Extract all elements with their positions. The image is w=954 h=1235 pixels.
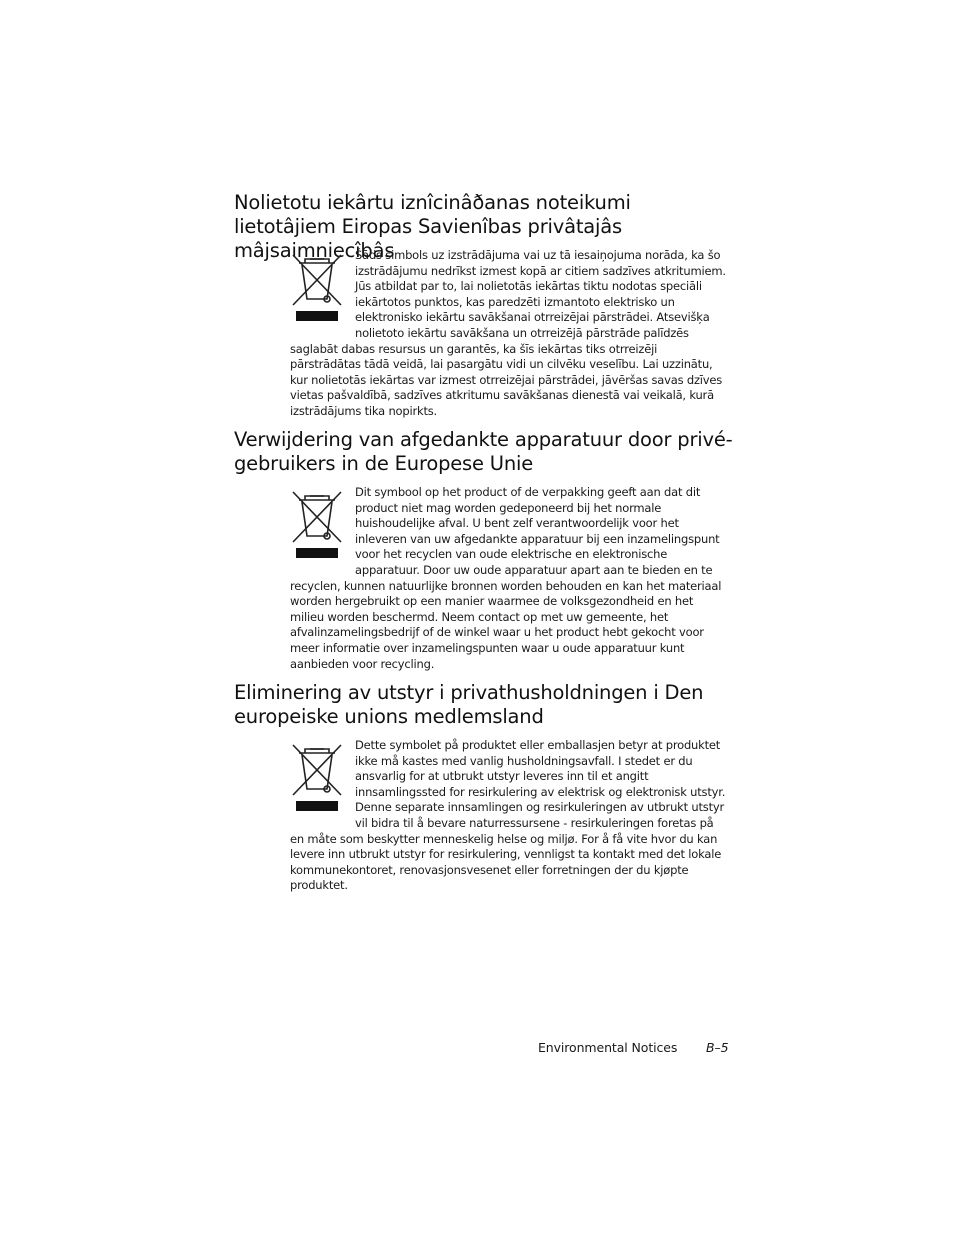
section-text: Dit symbool op het product of de verpakking geeft aan dat dit product niet mag worden gedeponeerd bij het normale huishoudelijke afval. U bent zelf verantwoordelijk voor het inleveren van uw afgedankte apparatuur bij een inzamelingspunt voor het recyclen van oude elektrische en elektronische apparatuur. Door uw oude apparatuur apart aan te bieden en te recyclen, kunnen natuurlijke bronnen worden behouden en kan het materiaal worden hergebruikt op een manier waarmee de volksgezondheid en het milieu worden beschermd. Neem contact op met uw gemeente, het afvalinzamelingsbedrijf of de winkel waar u het product hebt gekocht voor meer informatie over inzamelingspunten waar u oude apparatuur kunt aanbieden voor recycling.	[290, 485, 722, 671]
footer-section-title: Environmental Notices	[538, 1040, 678, 1055]
section-text: Dette symbolet på produktet eller emballasjen betyr at produktet ikke må kastes med vanlig husholdningsavfall. I stedet er du ansvarlig for at utbrukt utstyr leveres inn til et angitt innsamlingssted for resirkulering av elektrisk og elektronisk utstyr. Denne separate innsamlingen og resirkuleringen av utbrukt utstyr vil bidra til å bevare naturressursene - resirkuleringen foretas på en måte som beskytter menneskelig helse og miljø. For å få vite hvor du kan levere inn utbrukt utstyr for resirkulering, vennligst ta kontakt med det lokale kommunekontoret, renovasjonsvesenet eller forretningen der du kjøpte produktet.	[290, 738, 726, 893]
weee-symbol	[290, 739, 355, 829]
weee-bar	[296, 801, 338, 811]
section-body-dutch	[290, 485, 727, 672]
crossed-out-wheelie-bin-icon	[290, 486, 344, 544]
section-body-latvian	[290, 248, 727, 420]
page-number: B–5	[706, 1040, 729, 1055]
crossed-out-wheelie-bin-icon	[290, 739, 344, 797]
section-heading-latvian: Nolietotu iekârtu iznîcinâðanas noteikumi lietotâjiem Eiropas Savienîbas privâtajâs mâjsaimniecîbâs	[234, 191, 631, 262]
weee-symbol	[290, 249, 355, 339]
section-body-norwegian	[290, 738, 727, 894]
section-text: Šāds simbols uz izstrādājuma vai uz tā iesaiņojuma norāda, ka šo izstrādājumu nedrīkst izmest kopā ar citiem sadzīves atkritumiem. Jūs atbildat par to, lai nolietotās iekārtas tiktu nodotas speciāli iekārtotos punktos, kas paredzēti izmantoto elektrisko un elektronisko iekārtu savākšanai otrreizējai pārstrādei. Atsevišķa nolietoto iekārtu savākšana un otrreizējā pārstrāde palīdzēs saglabāt dabas resursus un garantēs, ka šīs iekārtas tiks otrreizēji pārstrādātas tādā veidā, lai pasargātu vidi un cilvēku veselību. Lai uzzinātu, kur nolietotās iekārtas var izmest otrreizējai pārstrādei, jāvēršas savas dzīves vietas pašvaldībā, sadzīves atkritumu savākšanas dienestā vai veikalā, kurā izstrādājums tika nopirkts.	[290, 248, 726, 418]
weee-symbol	[290, 486, 355, 576]
weee-bar	[296, 548, 338, 558]
crossed-out-wheelie-bin-icon	[290, 249, 344, 307]
weee-bar	[296, 311, 338, 321]
section-heading-dutch: Verwijdering van afgedankte apparatuur door privé-gebruikers in de Europese Unie	[234, 428, 733, 475]
section-heading-norwegian: Eliminering av utstyr i privathusholdningen i Den europeiske unions medlemsland	[234, 681, 704, 728]
page-footer	[538, 1040, 728, 1056]
